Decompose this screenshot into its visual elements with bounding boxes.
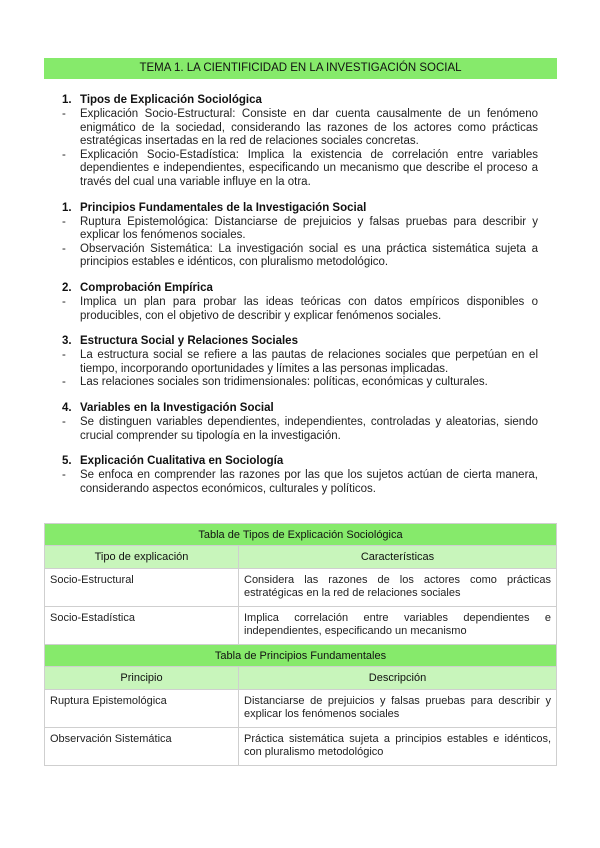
table-cell: Práctica sistemática sujeta a principios estables e idénticos, con pluralismo metodológico [239, 728, 557, 766]
section-cualitativa [62, 454, 538, 496]
section-heading [62, 334, 538, 349]
bullet-list [62, 108, 538, 190]
table-row [45, 569, 557, 607]
section-title: Comprobación Empírica [80, 281, 213, 294]
section-explicacion-tipos [62, 93, 538, 190]
list-item [62, 416, 538, 443]
document-body [62, 93, 538, 507]
list-item-text: Se distinguen variables dependientes, independientes, controladas y aleatorias, siendo crucial comprender su tipología en la investigación. [80, 415, 538, 442]
list-item-text: La estructura social se refiere a las pautas de relaciones sociales que perpetúan en el tiempo, incorporando oportunidades y límites a las personas implicadas. [80, 349, 538, 375]
list-item-text: Se enfoca en comprender las razones por las que los sujetos actúan de cierta manera, considerando aspectos económicos, culturales y políticos. [80, 469, 538, 495]
table-cell: Ruptura Epistemológica [45, 690, 239, 728]
list-item [62, 349, 538, 376]
table-cell: Implica correlación entre variables dependientes e independientes, especificando un mecanismo [239, 607, 557, 645]
dash-bullet: - [62, 108, 66, 120]
table-tipos-explicacion [44, 523, 557, 766]
section-number: 3. [62, 335, 72, 348]
document-title: TEMA 1. LA CIENTIFICIDAD EN LA INVESTIGACIÓN SOCIAL [44, 58, 557, 79]
table-cell: Observación Sistemática [45, 728, 239, 766]
column-header: Descripción [239, 667, 557, 690]
list-item [62, 149, 538, 190]
dash-bullet: - [62, 469, 66, 482]
column-header: Características [239, 546, 557, 569]
list-item [62, 216, 538, 243]
dash-bullet: - [62, 148, 66, 161]
table-row [45, 607, 557, 645]
table-row [45, 728, 557, 766]
bullet-list [62, 216, 538, 270]
section-heading [62, 401, 538, 416]
list-item [62, 108, 538, 149]
column-header: Principio [45, 667, 239, 690]
dash-bullet: - [62, 295, 66, 308]
section-number: 1. [62, 94, 72, 106]
table-row [45, 690, 557, 728]
list-item-text: Las relaciones sociales son tridimensionales: políticas, económicas y culturales. [80, 376, 488, 389]
section-title: Principios Fundamentales de la Investigación Social [80, 201, 367, 214]
section-number: 1. [62, 201, 72, 214]
section-title: Estructura Social y Relaciones Sociales [80, 335, 298, 348]
section-number: 5. [62, 455, 72, 468]
section-heading [62, 201, 538, 216]
list-item-text: Observación Sistemática: La investigación social es una práctica sistemática sujeta a principios estables e idénticos, con pluralismo metodológico. [80, 242, 538, 269]
table-title: Tabla de Principios Fundamentales [45, 645, 557, 667]
list-item-text: Explicación Socio-Estadística: Implica la existencia de correlación entre variables dependientes e independientes, especificando un mecanismo que describe el proceso a través del cual una variable influye en la otra. [80, 148, 538, 188]
section-title: Explicación Cualitativa en Sociología [80, 455, 284, 468]
section-title: Tipos de Explicación Sociológica [80, 94, 262, 106]
section-variables [62, 401, 538, 443]
table-cell: Socio-Estructural [45, 569, 239, 607]
section-principios [62, 201, 538, 270]
list-item [62, 469, 538, 496]
bullet-list [62, 349, 538, 390]
dash-bullet: - [62, 415, 66, 428]
column-header: Tipo de explicación [45, 546, 239, 569]
dash-bullet: - [62, 215, 66, 228]
bullet-list [62, 416, 538, 443]
section-title: Variables en la Investigación Social [80, 401, 274, 414]
section-estructura [62, 334, 538, 390]
bullet-list [62, 469, 538, 496]
section-heading [62, 93, 538, 108]
table-cell: Socio-Estadística [45, 607, 239, 645]
dash-bullet: - [62, 242, 66, 255]
section-comprobacion [62, 281, 538, 323]
section-heading [62, 454, 538, 469]
section-number: 4. [62, 401, 72, 414]
section-heading [62, 281, 538, 296]
dash-bullet: - [62, 349, 66, 362]
list-item-text: Explicación Socio-Estructural: Consiste en dar cuenta causalmente de un fenómeno enigmático de la sociedad, considerando las razones de los actores como prácticas estratégicas insertadas en la red de relaciones sociales concretas. [80, 108, 538, 148]
list-item-text: Implica un plan para probar las ideas teóricas con datos empíricos disponibles o producibles, con el objetivo de describir y explicar fenómenos sociales. [80, 295, 538, 322]
list-item [62, 376, 538, 390]
section-number: 2. [62, 281, 72, 294]
list-item [62, 243, 538, 270]
dash-bullet: - [62, 376, 66, 389]
bullet-list [62, 296, 538, 323]
list-item [62, 296, 538, 323]
list-item-text: Ruptura Epistemológica: Distanciarse de prejuicios y falsas pruebas para describir y explicar los fenómenos sociales. [80, 215, 538, 242]
table-cell: Distanciarse de prejuicios y falsas pruebas para describir y explicar los fenómenos sociales [239, 690, 557, 728]
table-cell: Considera las razones de los actores como prácticas estratégicas en la red de relaciones sociales [239, 569, 557, 607]
table-title: Tabla de Tipos de Explicación Sociológica [45, 524, 557, 546]
